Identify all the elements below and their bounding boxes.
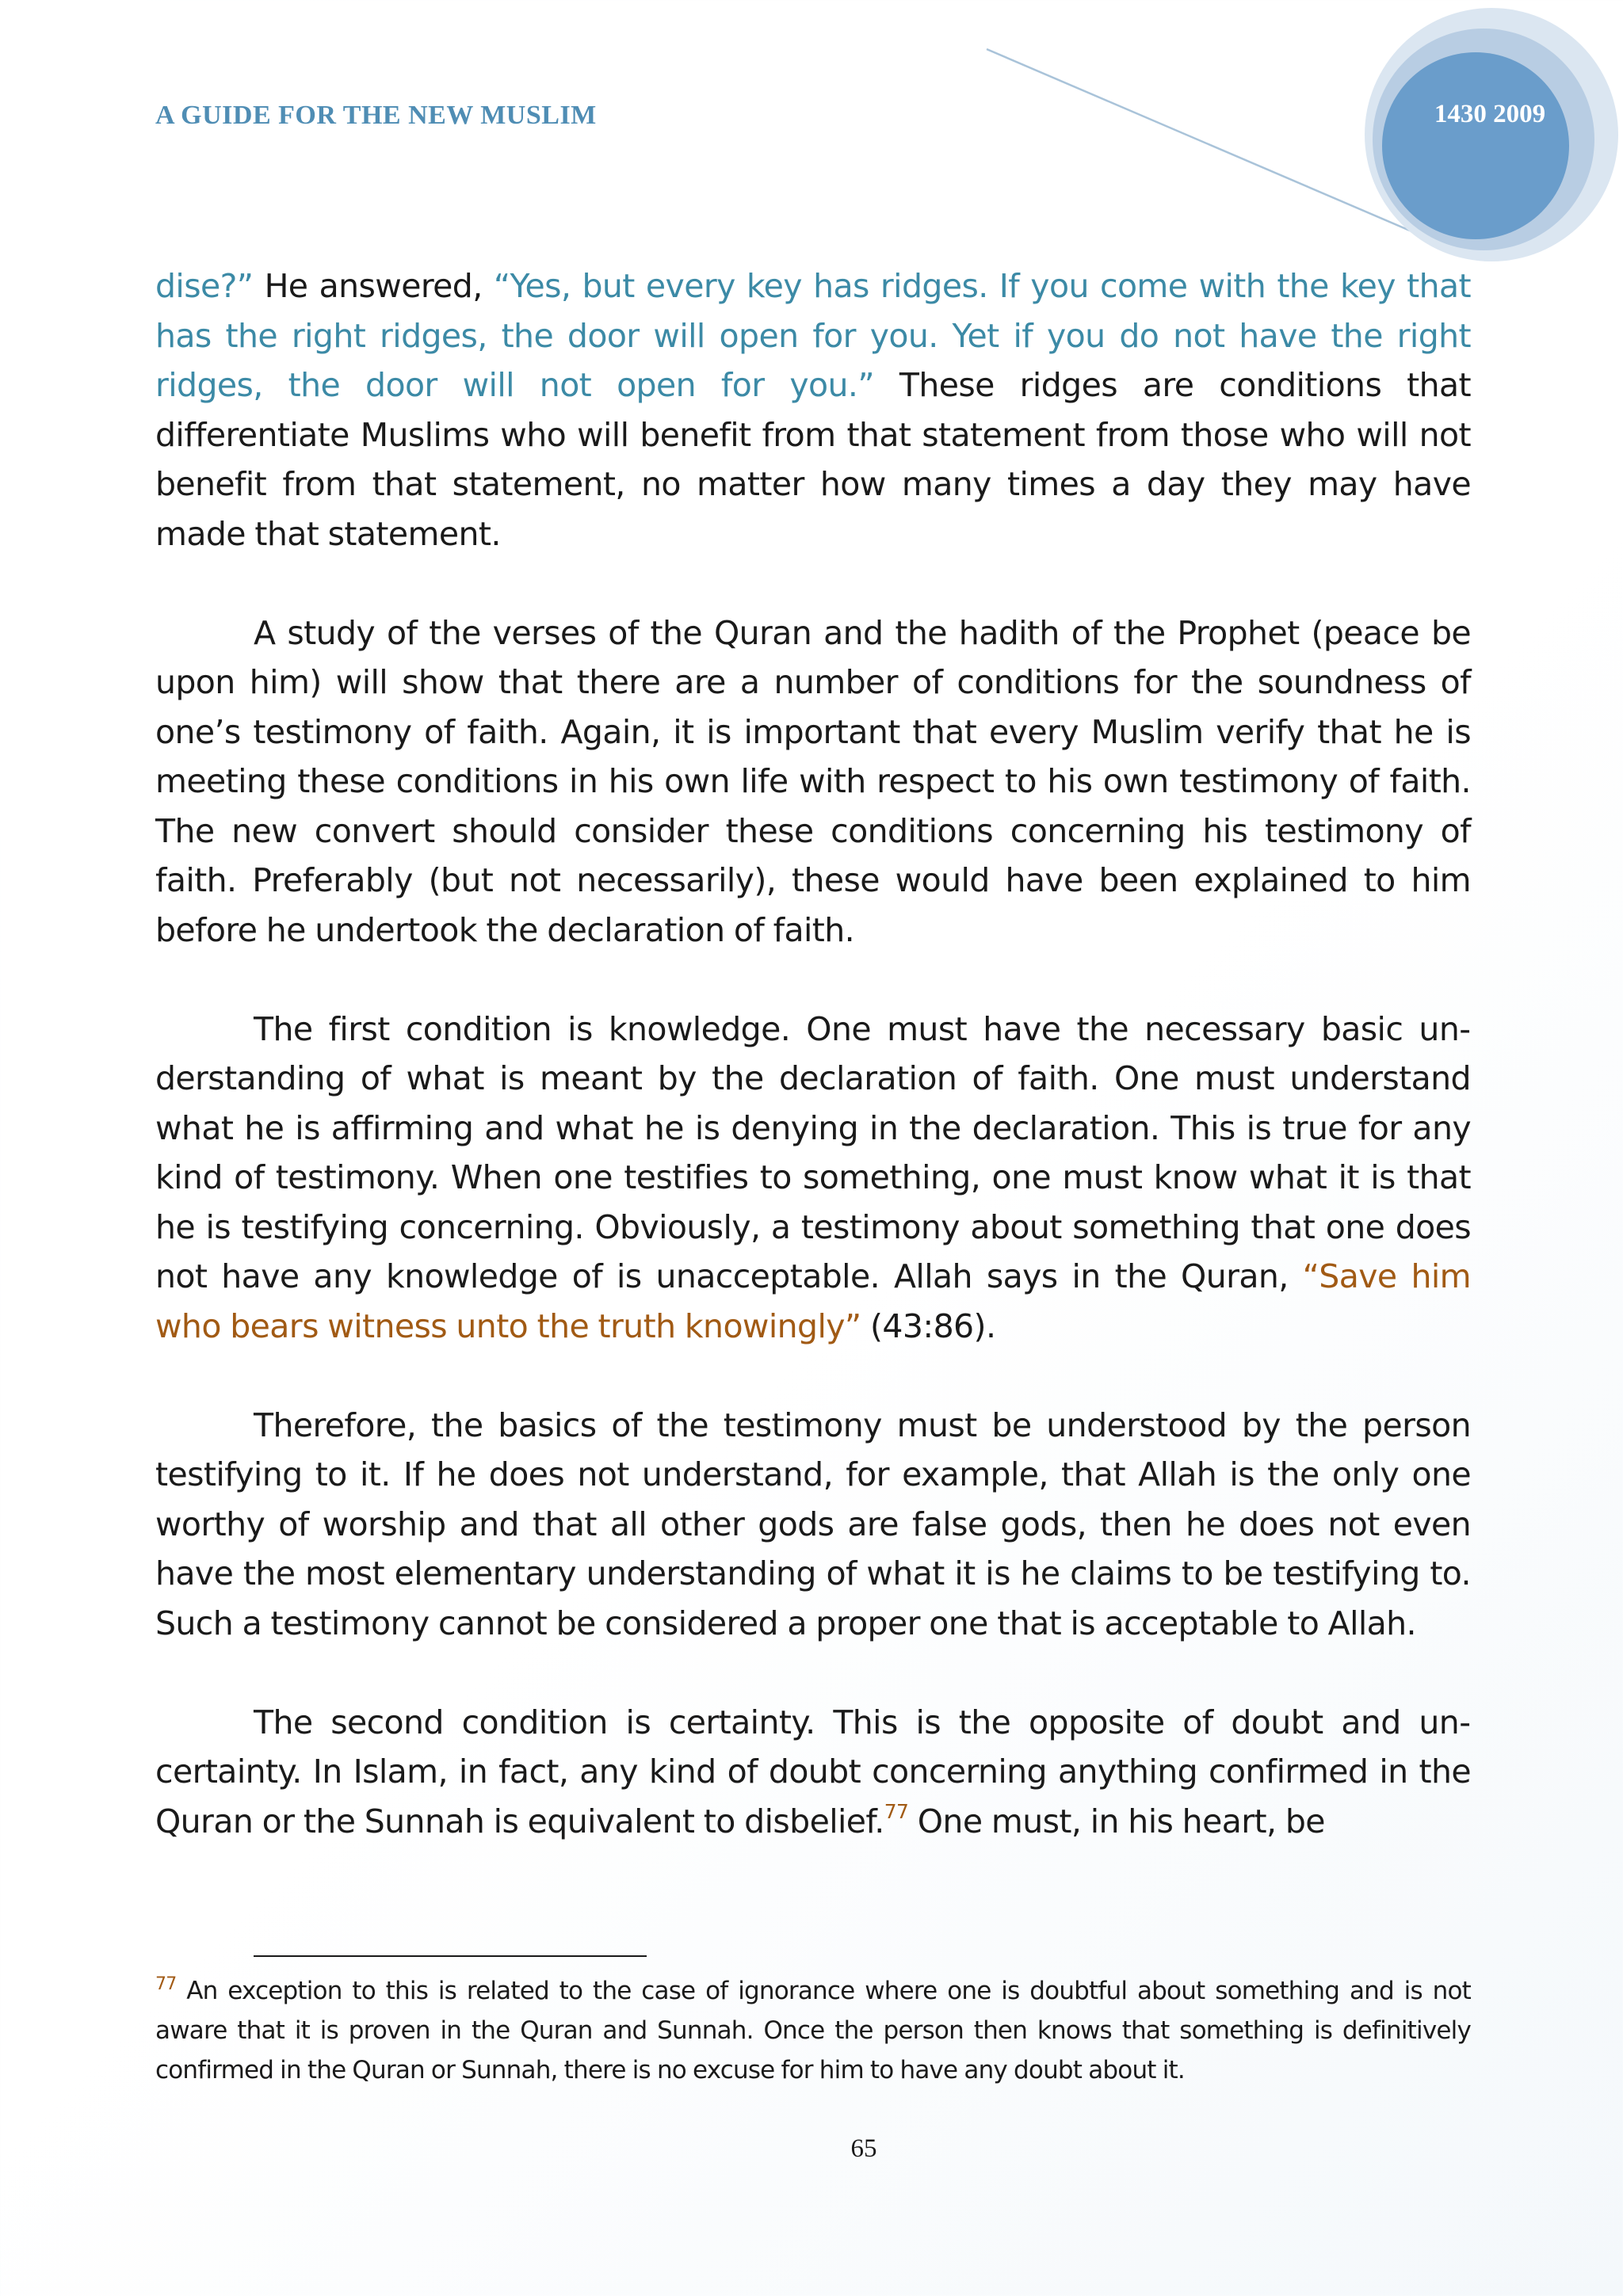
footnote-reference[interactable]: 77 xyxy=(884,1799,909,1823)
footnote xyxy=(155,1971,1471,2090)
text-span: The second condition is certainty. This is the opposite of doubt and uncertainty. In Islam, in fact, any kind of doubt concerning anything confirmed in the Quran or the Sunnah is equivalent to disbelief. xyxy=(155,1703,1471,1840)
footnote-body: An exception to this is related to the case of ignorance where one is doubtful about something and is not aware that it is proven in the Quran and Sunnah. Once the person then knows that something is definitively confirmed in the Quran or Sunnah, there is no excuse for him to have any doubt about it. xyxy=(155,1977,1471,2084)
quote-teal-1: dise?” xyxy=(155,267,254,305)
paragraph-4: Therefore, the basics of the testimony must be understood by the person testifying to it. If he does not understand, for example, that Allah is the only one worthy of worship and that all other gods are false gods, then he does not even have the most elementary understanding of what it is he claims to be testifying to. Such a testimony cannot be considered a proper one that is acceptable to Allah. xyxy=(155,1405,1471,1642)
footnote-number: 77 xyxy=(155,1974,177,1994)
text-span: One must, in his heart, be xyxy=(908,1802,1325,1840)
text-span: (43:86). xyxy=(861,1306,996,1345)
paragraph-2: A study of the verses of the Quran and the hadith of the Prophet (peace be upon him) will show that there are a number of conditions for the soundness of one’s testimony of faith. Again, it is important that every Muslim verify that he is meeting these conditions in his own life with respect to his own testimony of faith. The new convert should consider these conditions concerning his testimony of faith. Preferably (but not necessarily), these would have been explained to him before he undertook the declaration of faith. xyxy=(155,613,1471,949)
paragraph-3 xyxy=(155,1005,1471,1352)
footnote-separator xyxy=(254,1955,647,1957)
text-span: The first condition is knowledge. One must have the necessary basic understanding of what is meant by the declaration of faith. One must understand what he is affirming and what he is denying in the declaration. This is true for any kind of testimony. When one testifies to something, one must know what it is that he is testifying concerning. Obviously, a testimony about something that one does not have any knowledge of is unacceptable. Allah says in the Quran, xyxy=(155,1009,1471,1295)
text-span: These ridges are conditions that differentiate Muslims who will benefit from that statement from those who will not benefit from that statement, no matter how many times a day they may have made that statement. xyxy=(155,366,1471,553)
running-header-title: A GUIDE FOR THE NEW MUSLIM xyxy=(155,101,597,130)
paragraph-1 xyxy=(155,261,1471,559)
header-year-badge: 1430 2009 xyxy=(1434,100,1546,128)
text-span: He answered, xyxy=(253,267,494,305)
quran-quote: “Save him who bears witness unto the truth knowingly” xyxy=(155,1257,1471,1345)
page-number: 65 xyxy=(850,2134,877,2163)
quote-teal-2: “Yes, but every key has ridges. If you come with the key that has the right ridges, the door will open for you. Yet if you do not have the right ridges, the door will not open for you.” xyxy=(155,267,1471,404)
header-diagonal-line xyxy=(987,49,1426,238)
page-body xyxy=(155,261,1471,1896)
paragraph-5 xyxy=(155,1698,1471,1847)
header-circle xyxy=(1382,52,1569,239)
footnote-text xyxy=(155,1971,1471,2090)
